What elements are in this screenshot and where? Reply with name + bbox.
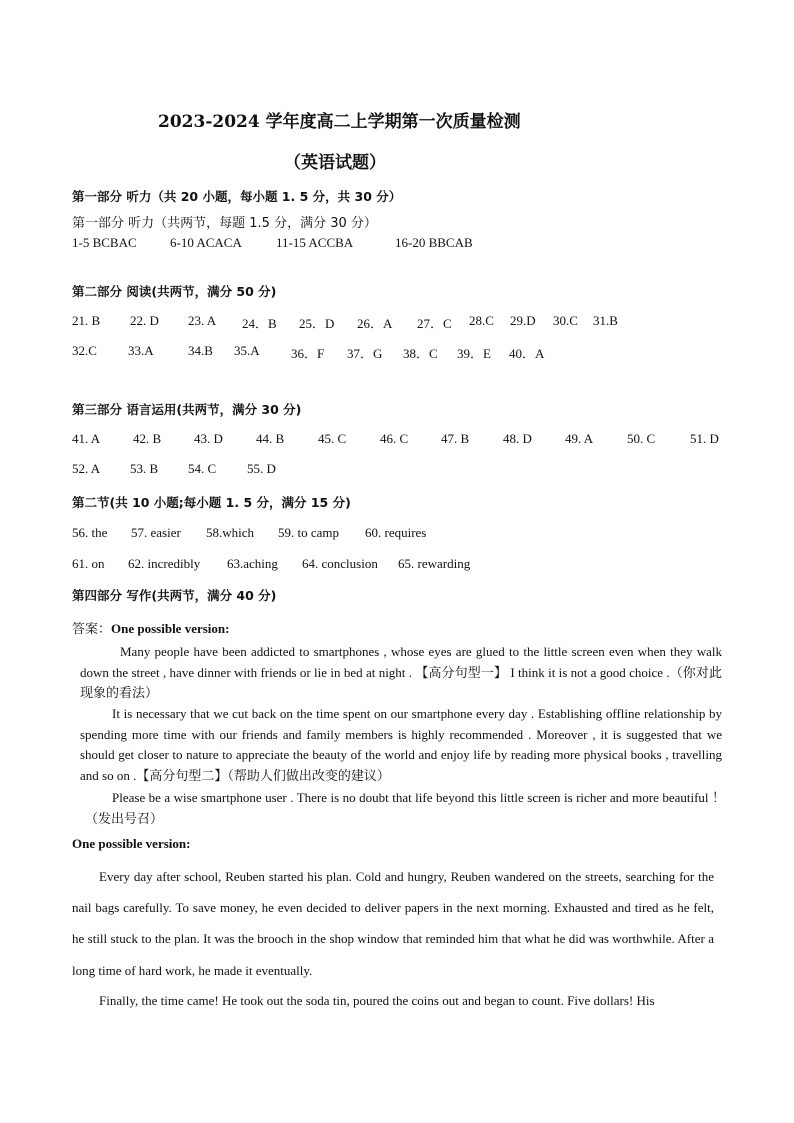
answer-item: 58.which xyxy=(206,525,255,540)
page-title: 2023-2024 学年度高二上学期第一次质量检测 xyxy=(158,112,521,132)
answer-item: 32.C xyxy=(72,343,97,358)
answer-item: 52. A xyxy=(72,461,101,476)
answer-item: 30.C xyxy=(553,313,578,328)
version2-label: One possible version: xyxy=(72,836,191,851)
essay1-paragraph: It is necessary that we cut back on the time spent on our smartphone every day . Establishing offline relationship by spending more time with our friends and family members is highly recommended . Moreover , it is suggested that we should get closer to nature to appreciate the beauty of the world and enjoy life by reading more physical books , travelling and so on .【高分句型二】（帮助人们做出改变的建议） xyxy=(80,706,722,783)
answer-item: 56. the xyxy=(72,525,108,540)
answer-item: 29.D xyxy=(510,313,536,328)
part2-answers-row1 xyxy=(72,313,772,331)
answer-item: 48. D xyxy=(503,431,532,446)
part2-answers-row2 xyxy=(72,343,772,361)
answer-item: 34.B xyxy=(188,343,213,358)
answer-item: 38．C xyxy=(403,346,438,361)
answer-item: 42. B xyxy=(133,431,162,446)
essay2-paragraph: Finally, the time came! He took out the soda tin, poured the coins out and began to count. Five dollars! His xyxy=(99,993,655,1008)
answer-item: 44. B xyxy=(256,431,285,446)
answer-item: 25．D xyxy=(299,316,335,331)
answer-item: 64. conclusion xyxy=(302,556,378,571)
page-subtitle: （英语试题） xyxy=(284,153,386,173)
answer-label: 答案： xyxy=(72,622,112,637)
part1-heading: 第一部分 听力（共 20 小题，每小题 1. 5 分，共 30 分） xyxy=(72,189,402,204)
answer-item: 23. A xyxy=(188,313,217,328)
answer-item: 51. D xyxy=(690,431,719,446)
answer-item: 43. D xyxy=(194,431,223,446)
answer-item: 65. rewarding xyxy=(398,556,471,571)
answer-item: 60. requires xyxy=(365,525,427,540)
answer-item: 53. B xyxy=(130,461,159,476)
answer-item: 47. B xyxy=(441,431,470,446)
part3-heading: 第三部分 语言运用(共两节，满分 30 分) xyxy=(72,402,302,417)
answer-item: 62. incredibly xyxy=(128,556,201,571)
answer-group: 6-10 ACACA xyxy=(170,235,242,250)
answer-item: 28.C xyxy=(469,313,494,328)
answer-item: 55. D xyxy=(247,461,276,476)
part3-answers-row2 xyxy=(72,461,772,479)
answer-item: 35.A xyxy=(234,343,260,358)
answer-item: 61. on xyxy=(72,556,105,571)
part3-answers-row1 xyxy=(72,431,772,449)
part1-answers xyxy=(72,235,772,253)
part2-heading: 第二部分 阅读(共两节，满分 50 分) xyxy=(72,284,277,299)
answer-item: 31.B xyxy=(593,313,618,328)
answer-item: 46. C xyxy=(380,431,409,446)
answer-group: 1-5 BCBAC xyxy=(72,235,137,250)
answer-item: 39．E xyxy=(457,346,491,361)
answer-item: 54. C xyxy=(188,461,217,476)
answer-item: 37．G xyxy=(347,346,383,361)
answer-item: 57. easier xyxy=(131,525,181,540)
answer-label-line xyxy=(72,618,229,637)
part4-heading: 第四部分 写作(共两节，满分 40 分) xyxy=(72,588,277,603)
answer-item: 63.aching xyxy=(227,556,278,571)
part3-section2-heading: 第二节(共 10 小题;每小题 1. 5 分，满分 15 分) xyxy=(72,495,351,510)
answer-item: 45. C xyxy=(318,431,347,446)
part1-note: 第一部分 听力（共两节，每题 1.5 分，满分 30 分） xyxy=(72,216,377,231)
answer-item: 50. C xyxy=(627,431,656,446)
answer-item: 49. A xyxy=(565,431,594,446)
answer-item: 27．C xyxy=(417,316,452,331)
answer-item: 26．A xyxy=(357,316,393,331)
essay1-paragraph: Please be a wise smartphone user . There is no doubt that life beyond this little screen is richer and more beautiful ！（发出号召） xyxy=(85,790,725,826)
answer-item: 21. B xyxy=(72,313,101,328)
answer-item: 22. D xyxy=(130,313,159,328)
part3-answers-row3 xyxy=(72,525,772,543)
answer-group: 16-20 BBCAB xyxy=(395,235,473,250)
answer-item: 36．F xyxy=(291,346,325,361)
essay2-paragraph: Every day after school, Reuben started his plan. Cold and hungry, Reuben wandered on the streets, searching for the nail bags carefully. To save money, he even decided to deliver papers in the next morning. Exhausted and tired as he felt, he still stuck to the plan. It was the brooch in the shop window that reminded him that what he did was worthwhile. After a long time of hard work, he made it eventually. xyxy=(72,869,714,978)
answer-item: 40．A xyxy=(509,346,545,361)
version-label: One possible version: xyxy=(111,621,230,636)
answer-item: 24．B xyxy=(242,316,277,331)
essay1-paragraph: Many people have been addicted to smartphones , whose eyes are glued to the little screen even when they walk down the street , have dinner with friends or lie in bed at night . 【高分句型一】 I think it is not a good choice .（你对此现象的看法） xyxy=(80,644,722,700)
answer-group: 11-15 ACCBA xyxy=(276,235,354,250)
answer-item: 59. to camp xyxy=(278,525,340,540)
answer-item: 41. A xyxy=(72,431,101,446)
answer-item: 33.A xyxy=(128,343,154,358)
part3-answers-row4 xyxy=(72,556,772,574)
